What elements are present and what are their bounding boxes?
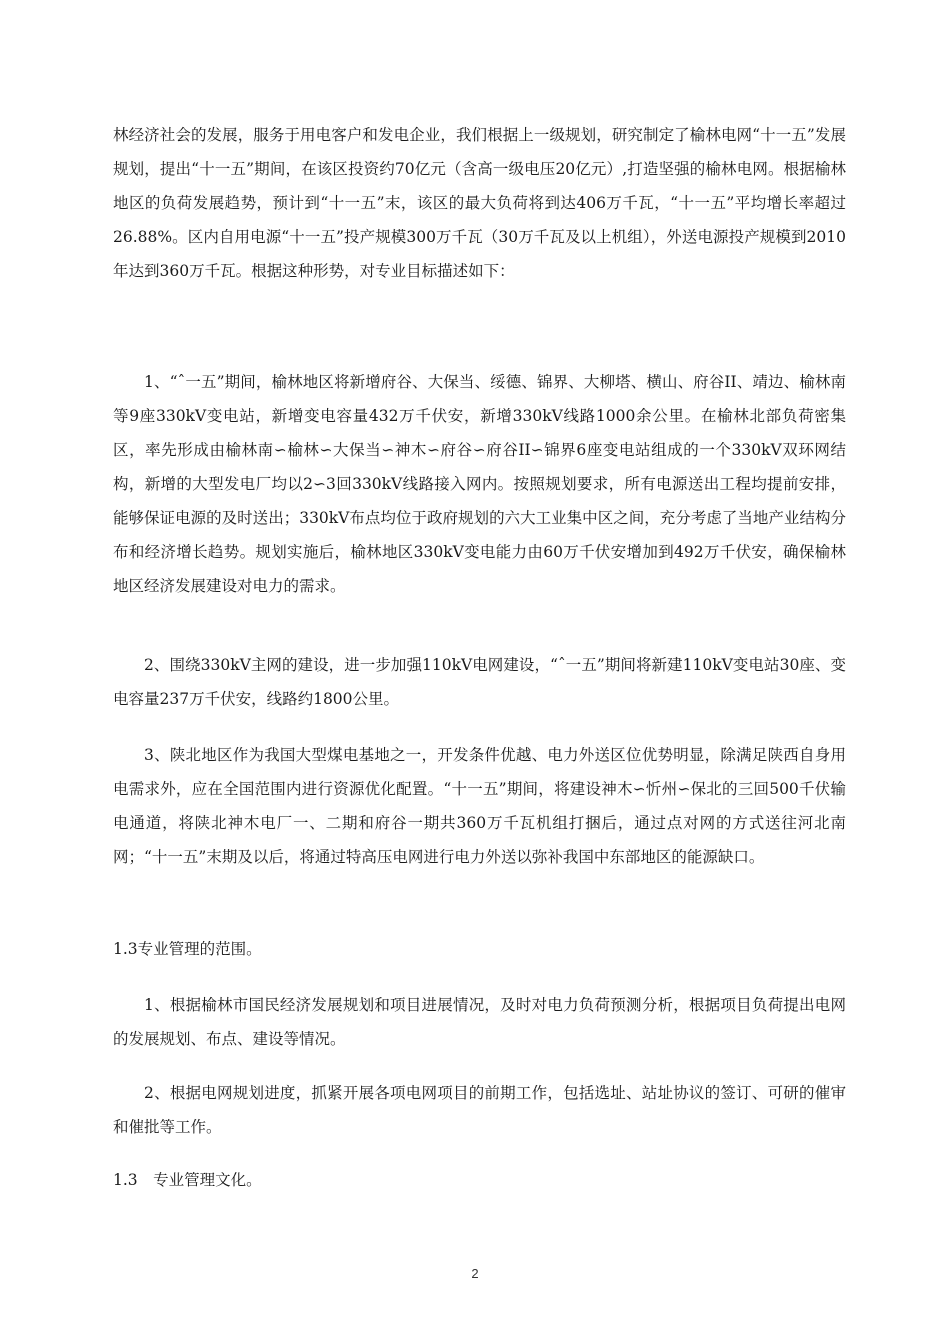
- section-heading-management-scope: 1.3专业管理的范围。: [113, 940, 262, 958]
- paragraph-scope-item-2: 2、根据电网规划进度，抓紧开展各项电网项目的前期工作，包括选址、站址协议的签订、可研的催审和催批等工作。: [113, 1084, 846, 1136]
- paragraph-scope-item-1: 1、根据榆林市国民经济发展规划和项目进展情况，及时对电力负荷预测分析，根据项目负荷提出电网的发展规划、布点、建设等情况。: [113, 996, 846, 1048]
- paragraph-item-1-substations: 1、“ˆ一五”期间，榆林地区将新增府谷、大保当、绥德、锦界、大柳塔、横山、府谷II、靖边、榆林南等9座330kV变电站，新增变电容量432万千伏安，新增330kV线路1000余公里。在榆林北部负荷密集区，率先形成由榆林南∽榆林∽大保当∽神木∽府谷∽府谷II∽锦界6座变电站组成的一个330kV双环网结构，新增的大型发电厂均以2∽3回330kV线路接入网内。按照规划要求，所有电源送出工程均提前安排，能够保证电源的及时送出；330kV布点均位于政府规划的六大工业集中区之间，充分考虑了当地产业结构分布和经济增长趋势。规划实施后，榆林地区330kV变电能力由60万千伏安增加到492万千伏安，确保榆林地区经济发展建设对电力的需求。: [113, 373, 846, 595]
- paragraph-item-2-110kv: 2、围绕330kV主网的建设，进一步加强110kV电网建设，“ˆ一五”期间将新建110kV变电站30座、变电容量237万千伏安，线路约1800公里。: [113, 656, 846, 708]
- page-number: 2: [471, 1266, 479, 1281]
- paragraph-development-plan: 林经济社会的发展，服务于用电客户和发电企业，我们根据上一级规划，研究制定了榆林电网“十一五”发展规划，提出“十一五”期间，在该区投资约70亿元（含高一级电压20亿元）,打造坚强的榆林电网。根据榆林地区的负荷发展趋势，预计到“十一五”末，该区的最大负荷将到达406万千瓦，“十一五”平均增长率超过26.88%。区内自用电源“十一五”投产规模300万千瓦（30万千瓦及以上机组），外送电源投产规模到2010年达到360万千瓦。根据这种形势，对专业目标描述如下：: [113, 126, 846, 280]
- section-heading-management-culture: 1.3 专业管理文化。: [113, 1171, 262, 1189]
- paragraph-item-3-power-export: 3、陕北地区作为我国大型煤电基地之一，开发条件优越、电力外送区位优势明显，除满足陕西自身用电需求外，应在全国范围内进行资源优化配置。“十一五”期间，将建设神木∽忻州∽保北的三回500千伏输电通道，将陕北神木电厂一、二期和府谷一期共360万千瓦机组打捆后，通过点对网的方式送往河北南网；“十一五”末期及以后，将通过特高压电网进行电力外送以弥补我国中东部地区的能源缺口。: [113, 746, 846, 866]
